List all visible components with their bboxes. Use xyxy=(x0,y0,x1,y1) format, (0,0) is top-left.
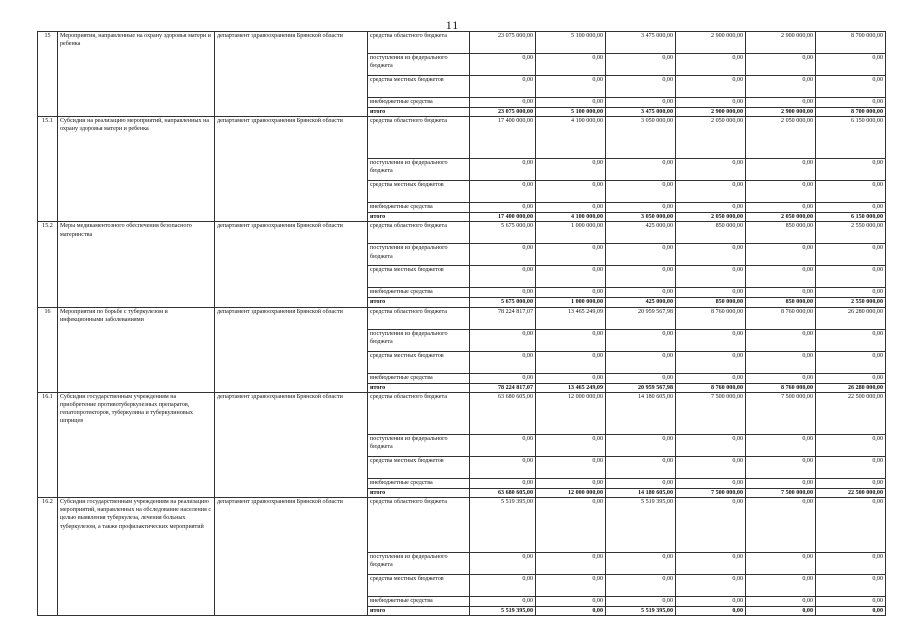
amount-cell: 0,00 xyxy=(606,181,676,203)
item-name: Субсидии на реализацию мероприятий, направленных на охрану здоровья матери и ребенка xyxy=(58,117,215,222)
amount-cell: 425 000,00 xyxy=(606,222,676,244)
amount-cell: 0,00 xyxy=(746,575,816,597)
funding-source: средства местных бюджетов xyxy=(368,181,470,203)
total-cell: 7 500 000,00 xyxy=(746,488,816,497)
amount-cell: 0,00 xyxy=(816,329,886,351)
amount-cell: 2 050 000,00 xyxy=(746,117,816,159)
amount-cell: 0,00 xyxy=(606,478,676,488)
table-row xyxy=(38,307,886,329)
amount-cell: 78 224 817,07 xyxy=(470,307,536,329)
amount-cell: 0,00 xyxy=(746,76,816,98)
funding-source: поступления из федерального бюджета xyxy=(368,553,470,575)
amount-cell: 0,00 xyxy=(470,351,536,373)
funding-source: внебюджетные средства xyxy=(368,288,470,298)
total-cell: 8 760 000,00 xyxy=(676,383,746,392)
total-cell: 2 050 000,00 xyxy=(746,213,816,222)
amount-cell: 0,00 xyxy=(746,373,816,383)
budget-table xyxy=(37,31,886,616)
amount-cell: 0,00 xyxy=(536,181,606,203)
amount-cell: 0,00 xyxy=(746,203,816,213)
amount-cell: 0,00 xyxy=(470,478,536,488)
amount-cell: 0,00 xyxy=(816,373,886,383)
executor: департамент здравоохранения Брянской области xyxy=(215,307,368,392)
amount-cell: 0,00 xyxy=(470,76,536,98)
amount-cell: 0,00 xyxy=(536,98,606,108)
total-cell: 5 675 000,00 xyxy=(470,298,536,307)
funding-source: средства областного бюджета xyxy=(368,222,470,244)
funding-source: внебюджетные средства xyxy=(368,597,470,607)
total-cell: 6 150 000,00 xyxy=(816,213,886,222)
total-cell: 0,00 xyxy=(746,607,816,616)
amount-cell: 2 050 000,00 xyxy=(676,117,746,159)
amount-cell: 0,00 xyxy=(816,244,886,266)
amount-cell: 0,00 xyxy=(746,498,816,553)
executor: департамент здравоохранения Брянской области xyxy=(215,32,368,117)
amount-cell: 0,00 xyxy=(606,597,676,607)
table-row xyxy=(38,392,886,434)
total-label: итого xyxy=(368,488,470,497)
amount-cell: 0,00 xyxy=(746,478,816,488)
amount-cell: 0,00 xyxy=(676,54,746,76)
amount-cell: 0,00 xyxy=(746,329,816,351)
amount-cell: 0,00 xyxy=(676,597,746,607)
executor: департамент здравоохранения Брянской области xyxy=(215,498,368,616)
amount-cell: 0,00 xyxy=(746,456,816,478)
amount-cell: 0,00 xyxy=(676,434,746,456)
amount-cell: 0,00 xyxy=(676,98,746,108)
amount-cell: 63 680 605,00 xyxy=(470,392,536,434)
amount-cell: 0,00 xyxy=(606,159,676,181)
amount-cell: 0,00 xyxy=(606,98,676,108)
amount-cell: 0,00 xyxy=(470,456,536,478)
amount-cell: 0,00 xyxy=(816,597,886,607)
total-cell: 3 050 000,00 xyxy=(606,213,676,222)
funding-source: средства местных бюджетов xyxy=(368,456,470,478)
amount-cell: 7 500 000,00 xyxy=(746,392,816,434)
amount-cell: 0,00 xyxy=(470,575,536,597)
amount-cell: 0,00 xyxy=(536,244,606,266)
amount-cell: 0,00 xyxy=(470,159,536,181)
amount-cell: 0,00 xyxy=(606,203,676,213)
amount-cell: 0,00 xyxy=(816,288,886,298)
amount-cell: 0,00 xyxy=(676,181,746,203)
amount-cell: 0,00 xyxy=(536,434,606,456)
amount-cell: 0,00 xyxy=(676,203,746,213)
item-name: Субсидии государственным учреждениям на реализацию мероприятий, направленных на обследование населения с целью выявления туберкулеза, лечения больных туберкулезом, а также профилактических мероприятий xyxy=(58,498,215,616)
funding-source: средства областного бюджета xyxy=(368,307,470,329)
amount-cell: 17 400 000,00 xyxy=(470,117,536,159)
amount-cell: 0,00 xyxy=(746,181,816,203)
item-name: Мероприятия по борьбе с туберкулезом и инфекционными заболеваниями xyxy=(58,307,215,392)
amount-cell: 0,00 xyxy=(676,351,746,373)
amount-cell: 6 150 000,00 xyxy=(816,117,886,159)
amount-cell: 0,00 xyxy=(536,373,606,383)
item-number: 15.1 xyxy=(38,117,58,222)
total-cell: 63 680 605,00 xyxy=(470,488,536,497)
funding-source: поступления из федерального бюджета xyxy=(368,54,470,76)
amount-cell: 0,00 xyxy=(470,373,536,383)
amount-cell: 2 550 000,00 xyxy=(816,222,886,244)
amount-cell: 0,00 xyxy=(536,203,606,213)
funding-source: внебюджетные средства xyxy=(368,203,470,213)
amount-cell: 0,00 xyxy=(746,159,816,181)
total-cell: 7 500 000,00 xyxy=(676,488,746,497)
total-cell: 8 760 000,00 xyxy=(746,383,816,392)
total-cell: 4 100 000,00 xyxy=(536,213,606,222)
amount-cell: 0,00 xyxy=(676,575,746,597)
funding-source: поступления из федерального бюджета xyxy=(368,159,470,181)
amount-cell: 0,00 xyxy=(470,54,536,76)
amount-cell: 0,00 xyxy=(746,244,816,266)
amount-cell: 0,00 xyxy=(536,553,606,575)
amount-cell: 0,00 xyxy=(536,575,606,597)
total-cell: 8 700 000,00 xyxy=(816,108,886,117)
amount-cell: 8 700 000,00 xyxy=(816,32,886,54)
total-cell: 5 100 000,00 xyxy=(536,108,606,117)
funding-source: средства местных бюджетов xyxy=(368,351,470,373)
amount-cell: 0,00 xyxy=(676,553,746,575)
total-cell: 78 224 817,07 xyxy=(470,383,536,392)
total-cell: 425 000,00 xyxy=(606,298,676,307)
amount-cell: 0,00 xyxy=(606,244,676,266)
funding-source: средства областного бюджета xyxy=(368,498,470,553)
item-name: Субсидии государственным учреждениям на приобретение противотуберкулезных препаратов, гепатопротекторов, туберкулина и туберкулиновых шприцев xyxy=(58,392,215,497)
amount-cell: 0,00 xyxy=(816,575,886,597)
amount-cell: 0,00 xyxy=(470,553,536,575)
amount-cell: 8 760 000,00 xyxy=(676,307,746,329)
amount-cell: 0,00 xyxy=(816,456,886,478)
total-label: итого xyxy=(368,298,470,307)
funding-source: средства областного бюджета xyxy=(368,32,470,54)
amount-cell: 0,00 xyxy=(676,373,746,383)
amount-cell: 0,00 xyxy=(606,266,676,288)
amount-cell: 0,00 xyxy=(816,54,886,76)
funding-source: средства местных бюджетов xyxy=(368,575,470,597)
amount-cell: 0,00 xyxy=(536,478,606,488)
total-label: итого xyxy=(368,607,470,616)
total-cell: 5 519 395,00 xyxy=(470,607,536,616)
amount-cell: 0,00 xyxy=(536,329,606,351)
amount-cell: 0,00 xyxy=(536,498,606,553)
amount-cell: 0,00 xyxy=(676,76,746,98)
amount-cell: 0,00 xyxy=(676,456,746,478)
amount-cell: 7 500 000,00 xyxy=(676,392,746,434)
total-cell: 0,00 xyxy=(536,607,606,616)
item-name: Мероприятия, направленные на охрану здоровья матери и ребенка xyxy=(58,32,215,117)
amount-cell: 0,00 xyxy=(606,456,676,478)
amount-cell: 0,00 xyxy=(606,288,676,298)
total-label: итого xyxy=(368,213,470,222)
amount-cell: 0,00 xyxy=(816,203,886,213)
amount-cell: 3 050 000,00 xyxy=(606,117,676,159)
amount-cell: 0,00 xyxy=(816,181,886,203)
table-row xyxy=(38,32,886,54)
funding-source: средства местных бюджетов xyxy=(368,76,470,98)
item-number: 15.2 xyxy=(38,222,58,307)
funding-source: внебюджетные средства xyxy=(368,98,470,108)
amount-cell: 26 280 000,00 xyxy=(816,307,886,329)
amount-cell: 0,00 xyxy=(816,498,886,553)
amount-cell: 5 519 395,00 xyxy=(470,498,536,553)
amount-cell: 0,00 xyxy=(470,181,536,203)
item-name: Меры медикаментозного обеспечения безопасного материнства xyxy=(58,222,215,307)
amount-cell: 0,00 xyxy=(816,98,886,108)
funding-source: поступления из федерального бюджета xyxy=(368,434,470,456)
amount-cell: 0,00 xyxy=(816,434,886,456)
amount-cell: 0,00 xyxy=(536,159,606,181)
amount-cell: 0,00 xyxy=(676,478,746,488)
amount-cell: 0,00 xyxy=(606,434,676,456)
item-number: 16 xyxy=(38,307,58,392)
total-cell: 2 050 000,00 xyxy=(676,213,746,222)
amount-cell: 0,00 xyxy=(746,288,816,298)
amount-cell: 0,00 xyxy=(536,351,606,373)
amount-cell: 0,00 xyxy=(470,203,536,213)
amount-cell: 1 000 000,00 xyxy=(536,222,606,244)
amount-cell: 0,00 xyxy=(606,553,676,575)
item-number: 16.2 xyxy=(38,498,58,616)
amount-cell: 20 959 567,98 xyxy=(606,307,676,329)
amount-cell: 0,00 xyxy=(470,244,536,266)
total-label: итого xyxy=(368,383,470,392)
amount-cell: 0,00 xyxy=(746,553,816,575)
total-cell: 23 075 000,00 xyxy=(470,108,536,117)
amount-cell: 3 475 000,00 xyxy=(606,32,676,54)
amount-cell: 0,00 xyxy=(470,288,536,298)
amount-cell: 0,00 xyxy=(676,498,746,553)
total-cell: 22 500 000,00 xyxy=(816,488,886,497)
total-cell: 2 550 000,00 xyxy=(816,298,886,307)
amount-cell: 0,00 xyxy=(676,266,746,288)
amount-cell: 5 100 000,00 xyxy=(536,32,606,54)
total-cell: 1 000 000,00 xyxy=(536,298,606,307)
amount-cell: 2 900 000,00 xyxy=(746,32,816,54)
total-cell: 2 900 000,00 xyxy=(676,108,746,117)
amount-cell: 0,00 xyxy=(676,288,746,298)
amount-cell: 0,00 xyxy=(536,456,606,478)
amount-cell: 23 075 000,00 xyxy=(470,32,536,54)
total-cell: 850 000,00 xyxy=(746,298,816,307)
total-cell: 5 519 395,00 xyxy=(606,607,676,616)
total-cell: 0,00 xyxy=(816,607,886,616)
amount-cell: 0,00 xyxy=(746,434,816,456)
amount-cell: 0,00 xyxy=(676,159,746,181)
amount-cell: 0,00 xyxy=(470,98,536,108)
funding-source: поступления из федерального бюджета xyxy=(368,244,470,266)
funding-source: средства областного бюджета xyxy=(368,117,470,159)
total-cell: 2 900 000,00 xyxy=(746,108,816,117)
amount-cell: 0,00 xyxy=(816,266,886,288)
table-row xyxy=(38,222,886,244)
total-cell: 17 400 000,00 xyxy=(470,213,536,222)
total-label: итого xyxy=(368,108,470,117)
amount-cell: 0,00 xyxy=(816,478,886,488)
amount-cell: 0,00 xyxy=(746,54,816,76)
total-cell: 850 000,00 xyxy=(676,298,746,307)
total-cell: 13 465 249,09 xyxy=(536,383,606,392)
amount-cell: 12 000 000,00 xyxy=(536,392,606,434)
amount-cell: 0,00 xyxy=(470,266,536,288)
funding-source: поступления из федерального бюджета xyxy=(368,329,470,351)
amount-cell: 0,00 xyxy=(536,54,606,76)
amount-cell: 0,00 xyxy=(470,597,536,607)
amount-cell: 5 519 395,00 xyxy=(606,498,676,553)
amount-cell: 0,00 xyxy=(536,76,606,98)
table-body xyxy=(38,32,886,616)
funding-source: внебюджетные средства xyxy=(368,373,470,383)
total-cell: 0,00 xyxy=(676,607,746,616)
amount-cell: 0,00 xyxy=(816,553,886,575)
amount-cell: 0,00 xyxy=(816,76,886,98)
amount-cell: 0,00 xyxy=(606,76,676,98)
amount-cell: 0,00 xyxy=(746,597,816,607)
amount-cell: 0,00 xyxy=(746,351,816,373)
page-number: 11 xyxy=(445,18,460,32)
funding-source: средства областного бюджета xyxy=(368,392,470,434)
total-cell: 12 000 000,00 xyxy=(536,488,606,497)
amount-cell: 0,00 xyxy=(676,244,746,266)
amount-cell: 2 900 000,00 xyxy=(676,32,746,54)
funding-source: средства местных бюджетов xyxy=(368,266,470,288)
amount-cell: 0,00 xyxy=(816,159,886,181)
amount-cell: 0,00 xyxy=(536,288,606,298)
amount-cell: 850 000,00 xyxy=(676,222,746,244)
executor: департамент здравоохранения Брянской области xyxy=(215,392,368,497)
amount-cell: 4 100 000,00 xyxy=(536,117,606,159)
funding-source: внебюджетные средства xyxy=(368,478,470,488)
total-cell: 3 475 000,00 xyxy=(606,108,676,117)
amount-cell: 0,00 xyxy=(470,434,536,456)
amount-cell: 0,00 xyxy=(676,329,746,351)
executor: департамент здравоохранения Брянской области xyxy=(215,117,368,222)
amount-cell: 0,00 xyxy=(606,575,676,597)
amount-cell: 0,00 xyxy=(606,373,676,383)
amount-cell: 14 180 605,00 xyxy=(606,392,676,434)
total-cell: 26 280 000,00 xyxy=(816,383,886,392)
amount-cell: 0,00 xyxy=(606,54,676,76)
executor: департамент здравоохранения Брянской области xyxy=(215,222,368,307)
amount-cell: 0,00 xyxy=(606,351,676,373)
amount-cell: 22 500 000,00 xyxy=(816,392,886,434)
item-number: 15 xyxy=(38,32,58,117)
amount-cell: 5 675 000,00 xyxy=(470,222,536,244)
total-cell: 14 180 605,00 xyxy=(606,488,676,497)
amount-cell: 0,00 xyxy=(470,329,536,351)
amount-cell: 8 760 000,00 xyxy=(746,307,816,329)
amount-cell: 0,00 xyxy=(606,329,676,351)
table-row xyxy=(38,498,886,553)
table-row xyxy=(38,117,886,159)
total-cell: 20 959 567,98 xyxy=(606,383,676,392)
amount-cell: 0,00 xyxy=(816,351,886,373)
amount-cell: 0,00 xyxy=(746,98,816,108)
amount-cell: 13 465 249,09 xyxy=(536,307,606,329)
item-number: 16.1 xyxy=(38,392,58,497)
amount-cell: 0,00 xyxy=(536,597,606,607)
amount-cell: 0,00 xyxy=(536,266,606,288)
amount-cell: 0,00 xyxy=(746,266,816,288)
amount-cell: 850 000,00 xyxy=(746,222,816,244)
